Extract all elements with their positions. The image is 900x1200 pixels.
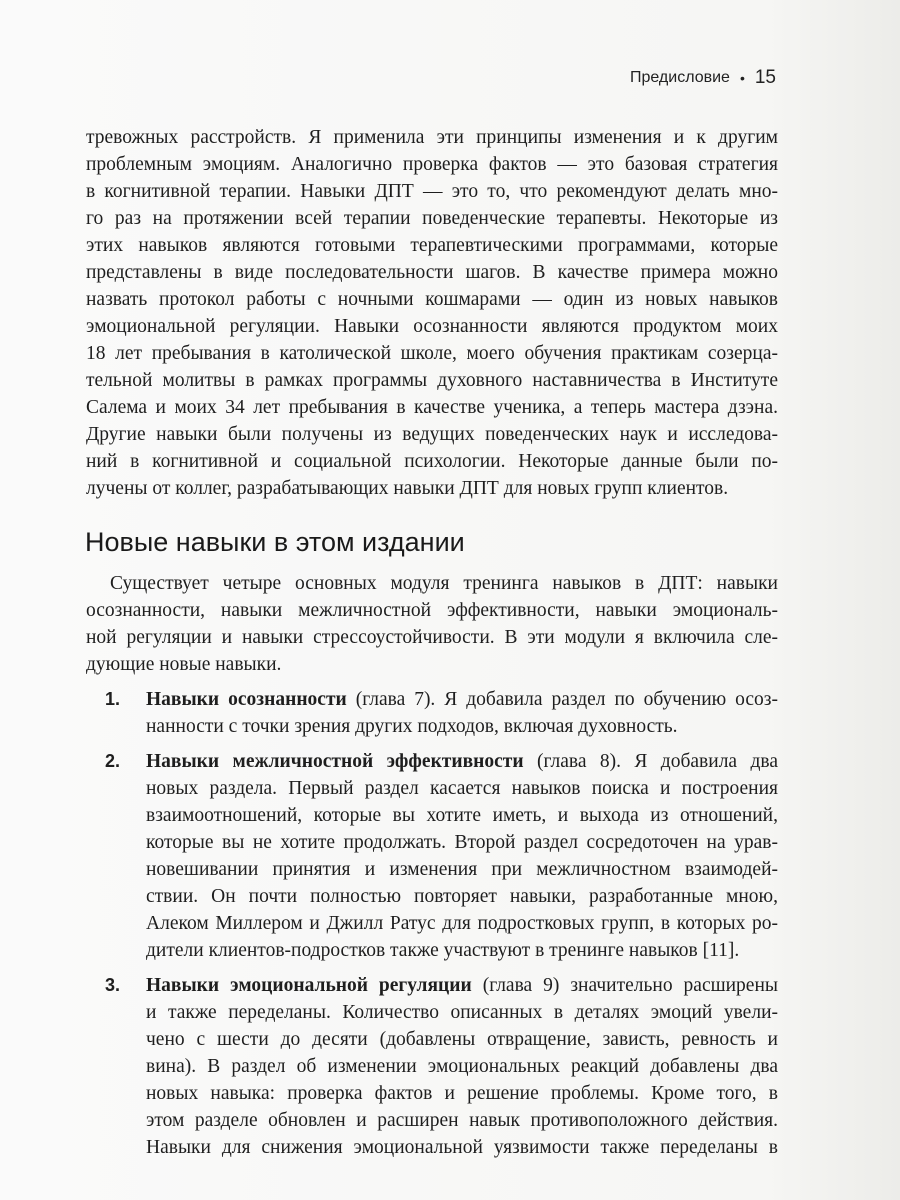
text-line: новешивании принятия и изменения при межличностном взаимодей- (146, 859, 778, 880)
text-line: нанности с точки зрения других подходов, включая духовность. (146, 716, 678, 737)
list-item (86, 972, 778, 1161)
text-line: в когнитивной терапии. Навыки ДПТ — это то, что рекомендуют делать мно- (86, 181, 778, 202)
text-line: Другие навыки были получены из ведущих поведенческих наук и исследова- (86, 424, 778, 445)
text-line: Салема и моих 34 лет пребывания в качестве ученика, а теперь мастера дзэна. (86, 397, 778, 418)
running-header (630, 66, 776, 90)
text-line: го раз на протяжении всей терапии поведенческие терапевты. Некоторые из (86, 208, 778, 229)
text-line: тревожных расстройств. Я применила эти принципы изменения и к другим (86, 127, 778, 148)
text-line: этих навыков являются готовыми терапевтическими программами, которые (86, 235, 778, 256)
page-number: 15 (754, 67, 776, 88)
text-line: ствии. Он почти полностью повторяет навыки, разработанные мною, (146, 886, 778, 907)
text-line: проблемным эмоциям. Аналогично проверка фактов — это базовая стратегия (86, 154, 778, 175)
intro-paragraph (86, 124, 778, 502)
item-title: Навыки осознанности (146, 689, 347, 710)
text-line: эмоциональной регуляции. Навыки осознанности являются продуктом моих (86, 316, 778, 337)
item-number: 1. (105, 689, 121, 709)
text-line: новых навыка: проверка фактов и решение проблемы. Кроме того, в (146, 1083, 778, 1104)
item-number: 2. (105, 751, 121, 771)
item-text: (глава 7). Я добавила раздел по обучению осоз- (346, 689, 779, 710)
section-paragraph (86, 570, 778, 678)
header-bullet: • (739, 70, 745, 86)
text-line (146, 748, 778, 775)
text-line: Существует четыре основных модуля тренинга навыков в ДПТ: навыки (110, 573, 778, 594)
list-item (86, 686, 778, 740)
text-line (146, 686, 778, 713)
item-title: Навыки эмоциональной регуляции (146, 975, 472, 996)
section-title: Предисловие (629, 69, 730, 86)
text-line: которые вы не хотите продолжать. Второй раздел сосредоточен на урав- (146, 832, 778, 853)
item-text: (глава 8). Я добавила два (523, 751, 778, 772)
text-line: вина). В раздел об изменении эмоциональных реакций добавлены два (146, 1056, 778, 1077)
item-text: (глава 9) значительно расширены (471, 975, 778, 996)
text-line: дители клиентов-подростков также участвуют в тренинге навыков [11]. (146, 940, 740, 961)
text-line: ний в когнитивной и социальной психологии. Некоторые данные были по- (86, 451, 778, 472)
text-line: представлены в виде последовательности шагов. В качестве примера можно (86, 262, 778, 283)
text-line: взаимоотношений, которые вы хотите иметь, и выхода из отношений, (146, 805, 778, 826)
text-line: чено с шести до десяти (добавлены отвращение, зависть, ревность и (146, 1029, 778, 1050)
text-line: 18 лет пребывания в католической школе, моего обучения практикам созерца- (86, 343, 778, 364)
list-item (86, 748, 778, 964)
text-line: осознанности, навыки межличностной эффективности, навыки эмоциональ- (86, 600, 778, 621)
text-line: Алеком Миллером и Джилл Ратус для подростковых групп, в которых ро- (146, 913, 778, 934)
text-line: и также переделаны. Количество описанных в деталях эмоций увели- (146, 1002, 778, 1023)
section-heading: Новые навыки в этом издании (85, 527, 465, 557)
text-line: лучены от коллег, разрабатывающих навыки ДПТ для новых групп клиентов. (86, 478, 729, 499)
text-line (146, 972, 778, 999)
text-line: Навыки для снижения эмоциональной уязвимости также переделаны в (146, 1137, 778, 1158)
page-body (86, 124, 778, 1161)
text-line: тельной молитвы в рамках программы духовного наставничества в Институте (86, 370, 778, 391)
item-title: Навыки межличностной эффективности (146, 751, 524, 772)
text-line: этом разделе обновлен и расширен навык противоположного действия. (146, 1110, 778, 1131)
text-line: назвать протокол работы с ночными кошмарами — один из новых навыков (86, 289, 778, 310)
item-number: 3. (105, 975, 121, 995)
text-line: дующие новые навыки. (86, 654, 282, 675)
text-line: новых раздела. Первый раздел касается навыков поиска и построения (146, 778, 778, 799)
text-line: ной регуляции и навыки стрессоустойчивости. В эти модули я включила сле- (86, 627, 778, 648)
